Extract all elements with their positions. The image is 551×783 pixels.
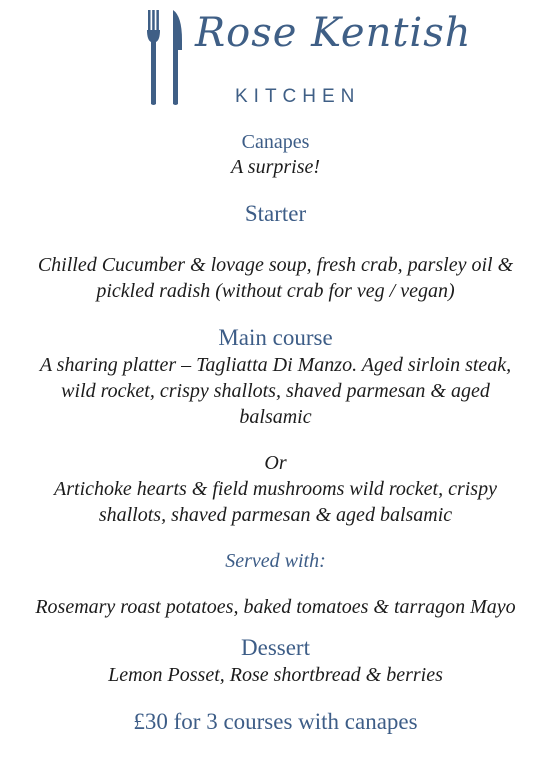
main-line-1: A sharing platter – Tagliatta Di Manzo. Aged sirloin steak, [39,354,512,376]
starter-heading: Starter [244,201,307,226]
dessert-text: Lemon Posset, Rose shortbread & berries [108,664,443,686]
menu-body [0,130,551,736]
main-or: Or [264,452,287,474]
canapes-heading: Canapes [241,131,310,153]
brand-sub-name: KITCHEN [235,86,361,107]
starter-line-2: pickled radish (without crab for veg / vegan) [96,280,455,302]
main-line-3: balsamic [239,406,312,428]
dessert-heading: Dessert [241,635,310,660]
main-alt-line-2: shallots, shaved parmesan & aged balsamic [98,504,453,526]
price-line: £30 for 3 courses with canapes [133,709,418,734]
main-line-2: wild rocket, crispy shallots, shaved parmesan & aged [61,380,490,402]
main-heading: Main course [218,325,333,350]
served-with-text: Rosemary roast potatoes, baked tomatoes & tarragon Mayo [35,596,516,618]
brand-script-name: Rose Kentish [195,10,472,56]
starter-line-1: Chilled Cucumber & lovage soup, fresh crab, parsley oil & [37,254,514,276]
cutlery-icon [145,10,189,106]
served-with-label: Served with: [225,550,326,572]
main-alt-line-1: Artichoke hearts & field mushrooms wild rocket, crispy [54,478,497,500]
canapes-text: A surprise! [230,156,321,178]
brand-logo [145,8,472,108]
